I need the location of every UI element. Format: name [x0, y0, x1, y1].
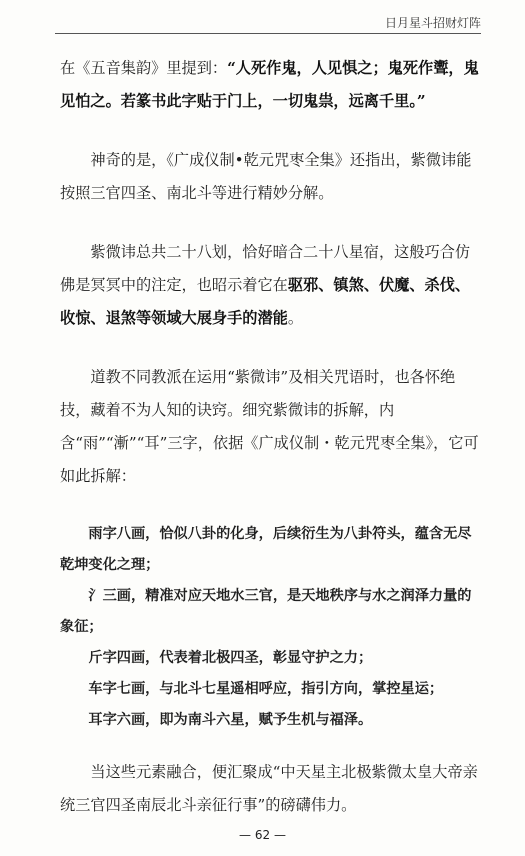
paragraph-2: 神奇的是，《广成仪制•乾元咒枣全集》还指出，紫微讳能按照三官四圣、南北斗等进行精妙分解。	[60, 151, 472, 202]
paragraph-3-end: 。	[287, 309, 303, 327]
page-body	[60, 52, 481, 822]
paragraph-1-intro: 在《五音集韵》里提到：	[60, 59, 228, 77]
header-rule	[55, 33, 481, 34]
list-item-ear: 耳字六画，即为南斗六星，赋予生机与福泽。	[88, 712, 373, 728]
list-item-rain: 雨字八画，恰似八卦的化身，后续衍生为八卦符头，蕴含无尽乾坤变化之理；	[60, 526, 472, 573]
paragraph-3-bold: 驱邪、镇煞、伏魔、杀伐、收惊、退煞等领域大展身手的潜能	[60, 276, 471, 327]
list-item-cart: 车字七画，与北斗七星遥相呼应，指引方向，掌控星运；	[88, 681, 444, 697]
paragraph-5: 当这些元素融合，便汇聚成“中天星主北极紫微太皇大帝亲统三官四圣南辰北斗亲征行事”的磅礴伟力。	[60, 763, 478, 814]
list-item-water: 氵三画，精准对应天地水三官，是天地秩序与水之润泽力量的象征；	[60, 588, 472, 635]
page-number: — 62 —	[239, 828, 286, 842]
paragraph-1	[60, 52, 481, 118]
running-header: 日月星斗招财灯阵	[384, 16, 481, 30]
list-item-axe: 斤字四画，代表着北极四圣，彰显守护之力；	[88, 650, 373, 666]
paragraph-4: 道教不同教派在运用“紫微讳”及相关咒语时，也各怀绝技，藏着不为人知的诀窍。细究紫微讳的拆解，内含“雨”“漸”“耳”三字，依据《广成仪制・乾元咒枣全集》，它可如此拆解：	[60, 368, 479, 485]
paragraph-3-text: 紫微讳总共二十八划，恰好暗合二十八星宿，这般巧合仿佛是冥冥中的注定，也昭示着它在	[60, 243, 471, 294]
paragraph-3	[60, 236, 481, 335]
paragraph-1-quote: “人死作鬼，人见惧之；鬼死作聻，鬼见怕之。若篆书此字贴于门上，一切鬼祟，远离千里。”	[60, 59, 479, 110]
